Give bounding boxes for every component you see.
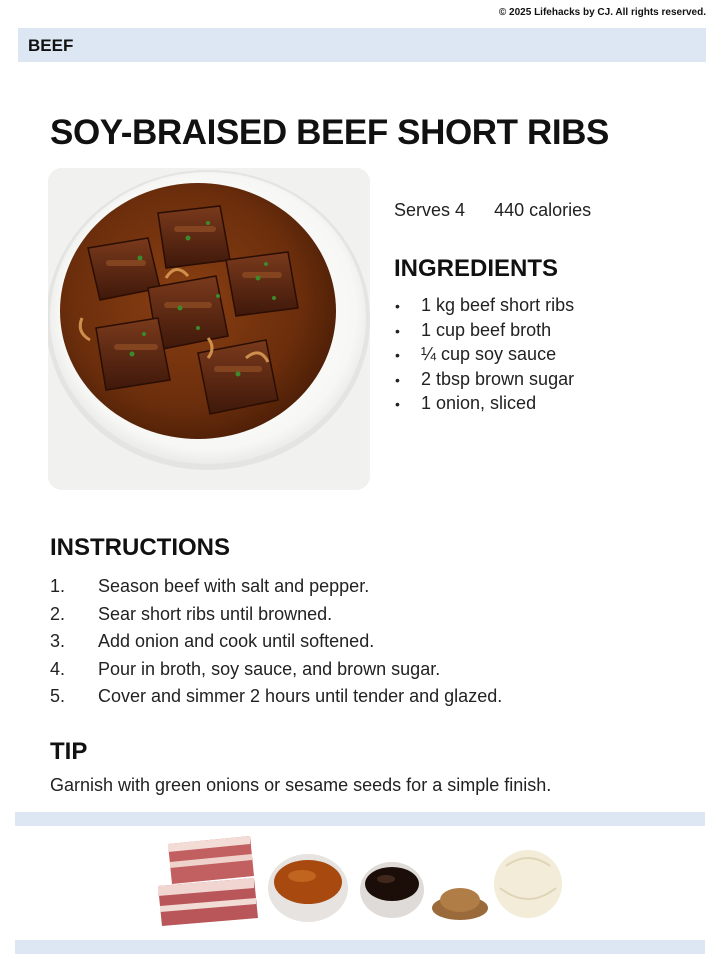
step-number: 3. xyxy=(50,631,66,651)
footer-band-top xyxy=(15,812,705,826)
instruction-step xyxy=(50,628,502,656)
ingredient-text: ¼ cup soy sauce xyxy=(421,344,557,364)
step-text: Season beef with salt and pepper. xyxy=(98,576,370,596)
ingredient-text: 1 onion, sliced xyxy=(421,393,537,413)
instructions-list xyxy=(50,573,502,711)
ingredients-heading: INGREDIENTS xyxy=(394,255,559,282)
copyright-notice: © 2025 Lifehacks by CJ. All rights reserved. xyxy=(498,7,706,18)
ingredient-text: 1 cup beef broth xyxy=(421,319,552,340)
instruction-step xyxy=(50,601,502,629)
ingredient-item xyxy=(394,318,574,343)
instruction-step xyxy=(50,656,502,684)
dish-photo xyxy=(48,168,370,490)
beef-broth-bowl xyxy=(268,854,348,922)
ingredient-text: 2 tbsp brown sugar xyxy=(421,368,575,389)
servings: Serves 4 xyxy=(394,200,466,220)
instructions-heading: INSTRUCTIONS xyxy=(50,534,230,561)
step-number: 1. xyxy=(50,576,66,596)
bullet-icon: • xyxy=(395,322,400,339)
bullet-icon: • xyxy=(395,371,400,388)
onion-image xyxy=(494,850,562,918)
step-text: Cover and simmer 2 hours until tender and glazed. xyxy=(98,686,503,706)
bullet-icon: • xyxy=(395,396,400,412)
step-text: Sear short ribs until browned. xyxy=(98,603,333,624)
ingredient-item xyxy=(394,342,574,367)
bullet-icon: • xyxy=(395,298,400,314)
ingredient-text: 1 kg beef short ribs xyxy=(421,295,575,315)
step-number: 4. xyxy=(50,658,66,679)
step-text: Add onion and cook until softened. xyxy=(98,631,375,651)
step-number: 5. xyxy=(50,686,66,706)
ingredient-item xyxy=(394,391,574,416)
step-number: 2. xyxy=(50,603,66,624)
recipe-meta xyxy=(394,200,591,221)
category-label: BEEF xyxy=(28,36,74,55)
tip-heading: TIP xyxy=(50,738,88,765)
recipe-title: SOY-BRAISED BEEF SHORT RIBS xyxy=(50,113,609,152)
ingredient-item xyxy=(394,293,574,318)
soy-sauce-bowl xyxy=(360,862,424,918)
step-text: Pour in broth, soy sauce, and brown sugar. xyxy=(98,658,441,679)
bullet-icon: • xyxy=(395,347,400,363)
ingredients-list xyxy=(394,293,574,416)
category-bar xyxy=(18,28,706,62)
tip-text: Garnish with green onions or sesame seeds for a simple finish. xyxy=(50,775,552,795)
instruction-step xyxy=(50,683,502,711)
footer-band-bottom xyxy=(15,940,705,954)
calories: 440 calories xyxy=(494,200,592,220)
ingredients-photo xyxy=(138,826,576,938)
instruction-step xyxy=(50,573,502,601)
ingredient-item xyxy=(394,367,574,392)
